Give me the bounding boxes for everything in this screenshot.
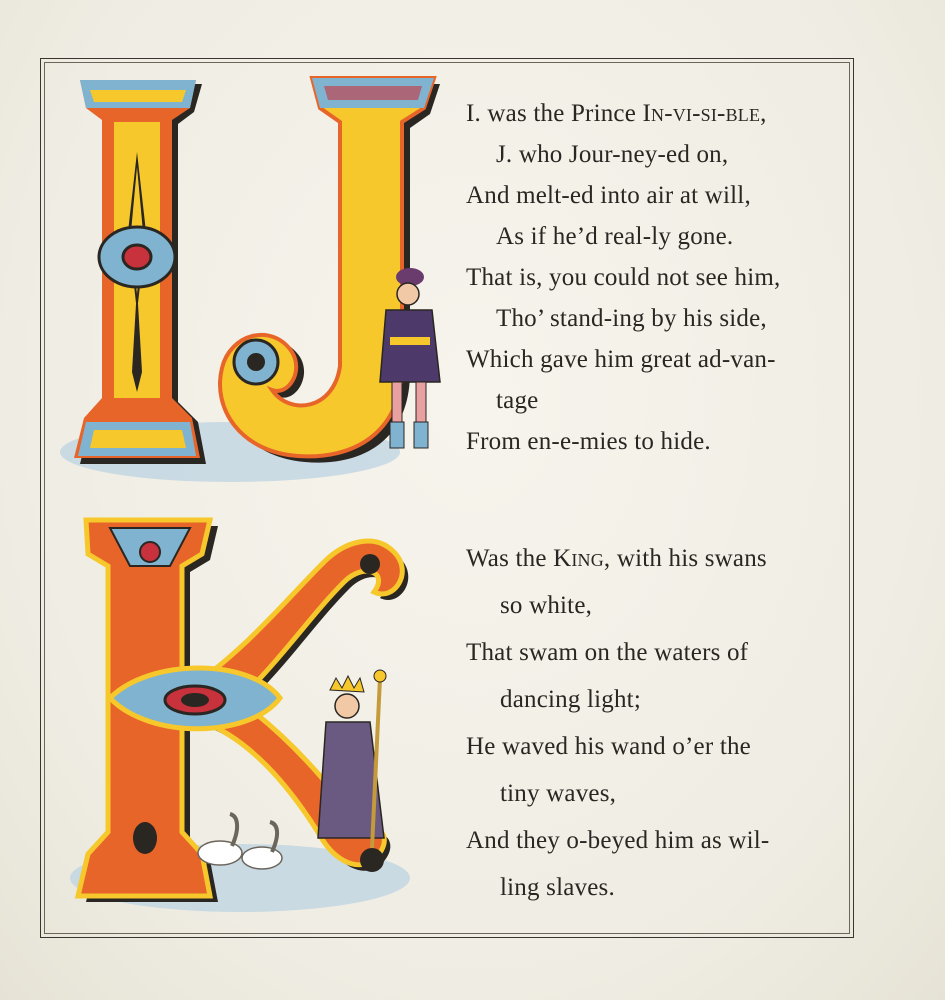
verse-ij-line-5: That is, you could not see him, [466,264,781,291]
verse-ij-line-9: From en-e-mies to hide. [466,428,711,455]
verse-k-line-8: ling slaves. [500,874,615,901]
verse-k-line-2: so white, [500,592,593,619]
verse-ij [466,93,846,462]
verse-k-line-6: tiny waves, [500,780,617,807]
verse-k-line-1-name: King [553,545,604,572]
letter-i-illustration [74,80,206,464]
verse-ij-line-8: tage [496,387,539,414]
verse-k-line-1-text-c: , with his swans [603,545,767,572]
verse-k-line-7: And they o-beyed him as wil- [466,827,770,854]
verse-k-line-1-text-a: Was the [466,545,554,572]
verse-k-line-3: That swam on the waters of [466,639,749,666]
verse-k-line-5: He waved his wand o’er the [466,733,751,760]
verse-ij-line-4: As if he’d real-ly gone. [496,223,734,250]
verse-ij-line-6: Tho’ stand-ing by his side, [496,305,767,332]
verse-ij-line-3: And melt-ed into air at will, [466,182,751,209]
illuminated-letters-ij [50,72,450,482]
illuminated-letter-k [50,508,450,918]
verse-k [466,535,846,911]
verse-k-line-4: dancing light; [500,686,641,713]
verse-ij-line-2: J. who Jour-ney-ed on, [496,141,729,168]
verse-ij-line-1-text: I. was the Prince [466,100,643,127]
verse-k-line-1 [466,535,846,582]
verse-ij-line-7: Which gave him great ad-van- [466,346,776,373]
verse-ij-line-1 [466,93,846,134]
verse-ij-line-1-name: In-vi-si-ble, [642,100,767,127]
king-figure [318,670,386,848]
